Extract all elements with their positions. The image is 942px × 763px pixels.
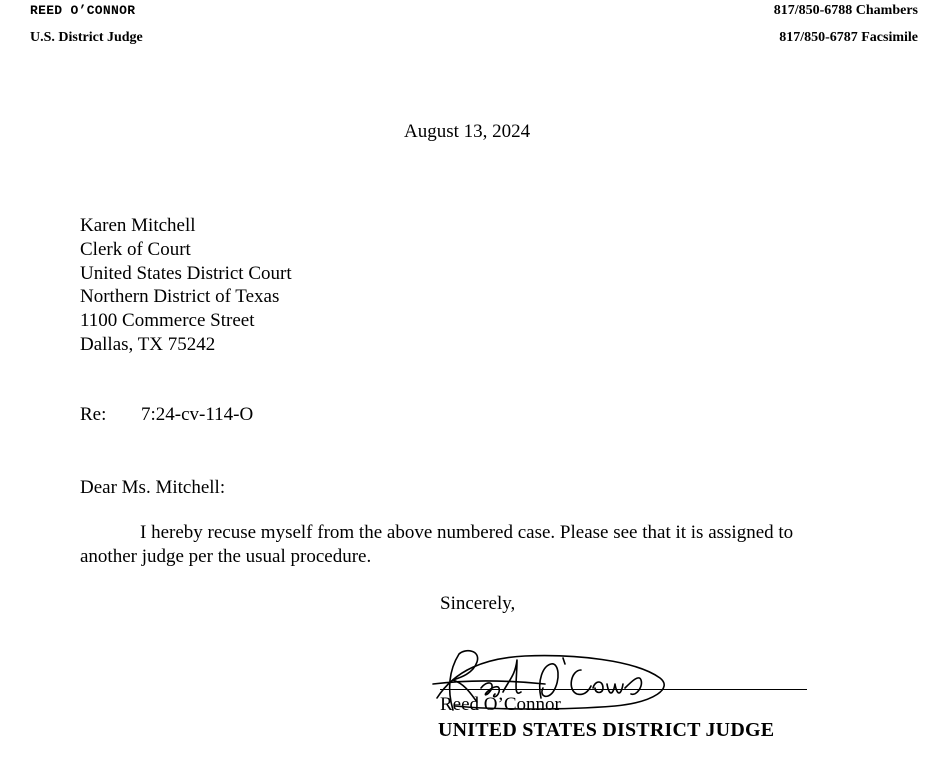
letterhead-phone-chambers: 817/850-6788 Chambers	[773, 3, 918, 18]
salutation: Dear Ms. Mitchell:	[80, 477, 226, 498]
signer-printed-name: Reed O’Connor	[440, 694, 561, 715]
letterhead-phone-fax: 817/850-6787 Facsimile	[779, 30, 918, 45]
recipient-line: Clerk of Court	[80, 238, 191, 260]
signer-printed-title: UNITED STATES DISTRICT JUDGE	[438, 719, 775, 741]
recipient-line: Northern District of Texas	[80, 286, 280, 308]
reference-case-number: 7:24-cv-114-O	[141, 404, 254, 425]
letterhead-judge-name: REED O’CONNOR	[30, 3, 136, 18]
recipient-address	[80, 214, 292, 357]
recipient-line: 1100 Commerce Street	[80, 310, 255, 332]
closing: Sincerely,	[440, 593, 516, 614]
letter-date: August 13, 2024	[404, 121, 531, 142]
letterhead-judge-title: U.S. District Judge	[30, 30, 143, 45]
body-paragraph	[80, 521, 850, 569]
recipient-line: Dallas, TX 75242	[80, 333, 216, 355]
body-paragraph-text: I hereby recuse myself from the above numbered case. Please see that it is assigned to another judge per the usual procedure.	[80, 522, 794, 567]
reference-label: Re:	[80, 404, 107, 425]
recipient-line: Karen Mitchell	[80, 215, 196, 236]
recipient-line: United States District Court	[80, 262, 292, 284]
signature-line	[440, 689, 807, 690]
